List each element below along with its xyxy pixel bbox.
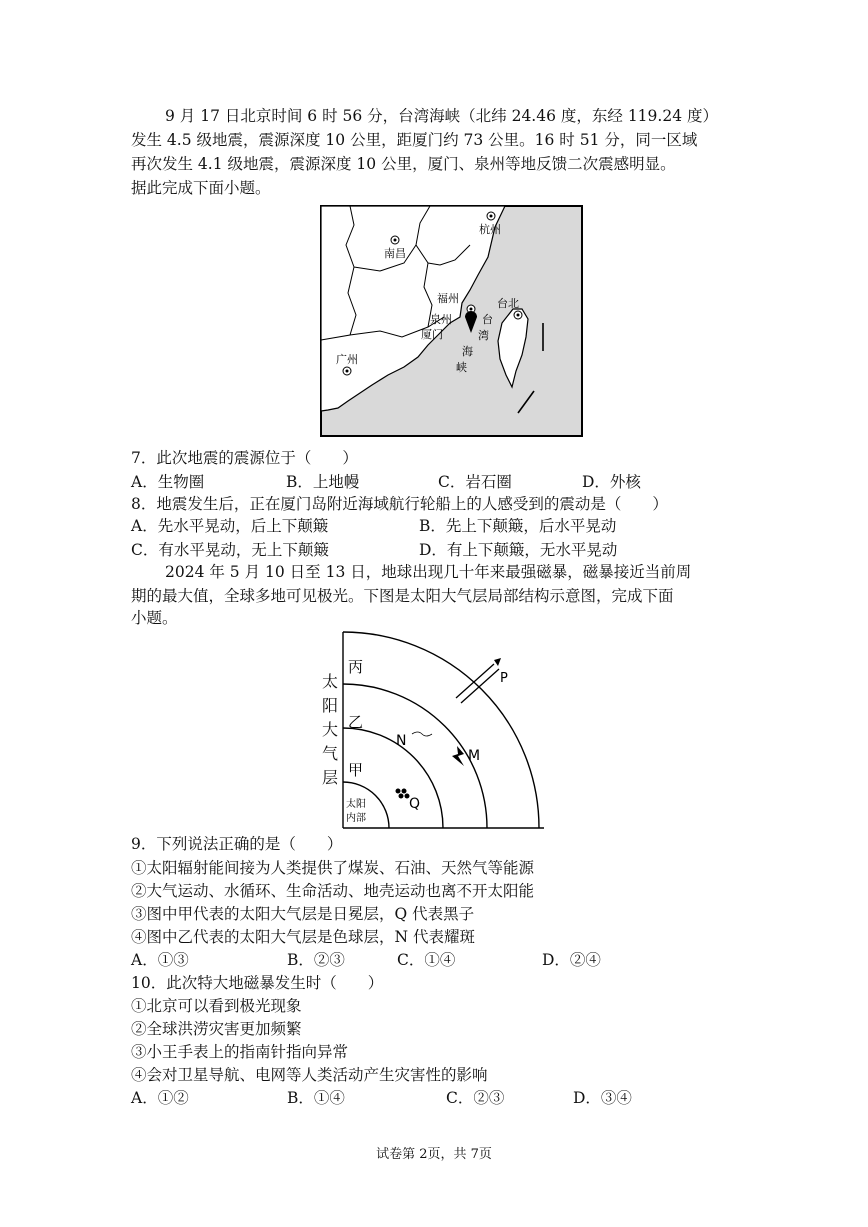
- q8-option-a[interactable]: A．先水平晃动，后上下颠簸: [131, 517, 329, 535]
- q8-stem: 8．地震发生后，正在厦门岛附近海域航行轮船上的人感受到的震动是（ ）: [131, 495, 668, 513]
- sun-diagram-side-label: [321, 670, 339, 790]
- q9-option-b[interactable]: B．②③: [287, 951, 345, 969]
- n-swirl-icon: [412, 732, 432, 736]
- marker-label-n: N: [396, 733, 407, 749]
- q10-stem: 10．此次特大地磁暴发生时（ ）: [131, 974, 384, 992]
- q7-stem: 7．此次地震的震源位于（ ）: [131, 449, 358, 467]
- passage1-line-1: 9 月 17 日北京时间 6 时 56 分，台湾海峡（北纬 24.46 度，东经 119.24 度）: [165, 107, 718, 125]
- q7-option-a[interactable]: A．生物圈: [131, 473, 205, 491]
- marker-label-p: P: [500, 671, 508, 686]
- side-label-char-3: 大: [321, 720, 338, 739]
- q9-option-c[interactable]: C．①④: [397, 951, 456, 969]
- q8-option-b[interactable]: B．先上下颠簸，后水平晃动: [419, 517, 617, 535]
- q7-option-c[interactable]: C．岩石圈: [438, 473, 512, 491]
- city-dot-guangzhou: [343, 367, 351, 375]
- q10-option-c[interactable]: C．②③: [446, 1089, 505, 1107]
- q7-option-b[interactable]: B．上地幔: [286, 473, 360, 491]
- passage1-line-3: 再次发生 4.1 级地震，震源深度 10 公里，厦门、泉州等地反馈二次震感明显。: [131, 155, 676, 173]
- q9-option-a[interactable]: A．①③: [131, 951, 189, 969]
- q7-option-d[interactable]: D．外核: [582, 473, 641, 491]
- layer-label-jia: 甲: [348, 761, 364, 779]
- sun-atmosphere-diagram: [318, 630, 550, 830]
- layer-boundary-bing: [343, 632, 539, 828]
- side-label-char-2: 阳: [321, 696, 338, 715]
- map-label-strait-4: 峡: [456, 361, 467, 374]
- map-label-taibei: 台北: [497, 297, 519, 310]
- p-arrow-icon: [456, 658, 501, 703]
- marker-label-q: Q: [409, 796, 421, 812]
- layer-label-inner-1: 太阳: [346, 799, 366, 810]
- q10-option-a[interactable]: A．①②: [131, 1089, 189, 1107]
- q8-option-c[interactable]: C．有水平晃动，无上下颠簸: [131, 541, 329, 559]
- map-label-strait-1: 台: [482, 313, 493, 326]
- map-label-xiamen: 厦门: [421, 328, 443, 341]
- map-label-guangzhou: 广州: [336, 353, 358, 366]
- passage2-line-1: 2024 年 5 月 10 日至 13 日，地球出现几十年来最强磁暴，磁暴接近当前周: [165, 563, 692, 581]
- q10-option-d[interactable]: D．③④: [573, 1089, 632, 1107]
- q10-statement-2: ②全球洪涝灾害更加频繁: [131, 1020, 302, 1038]
- map-label-quanzhou: 泉州: [430, 313, 452, 326]
- passage1-line-4: 据此完成下面小题。: [131, 179, 271, 197]
- city-dot-taibei: [514, 311, 522, 319]
- sunspot-dots-icon: [396, 789, 410, 799]
- side-label-char-5: 层: [321, 768, 338, 787]
- city-dot-nanchang: [391, 236, 399, 244]
- passage2-line-2: 期的最大值，全球多地可见极光。下图是太阳大气层局部结构示意图，完成下面: [131, 587, 674, 605]
- map-label-nanchang: 南昌: [384, 247, 406, 260]
- marker-label-m: M: [468, 748, 481, 764]
- flare-lightning-icon: [452, 746, 464, 766]
- side-label-char-1: 太: [321, 672, 338, 691]
- q10-option-b[interactable]: B．①④: [287, 1089, 345, 1107]
- earthquake-map: [320, 205, 583, 437]
- q9-statement-1: ①太阳辐射能间接为人类提供了煤炭、石油、天然气等能源: [131, 859, 535, 877]
- passage1-line-2: 发生 4.5 级地震，震源深度 10 公里，距厦门约 73 公里。16 时 51 分，同一区域: [131, 131, 698, 149]
- q9-statement-4: ④图中乙代表的太阳大气层是色球层，N 代表耀斑: [131, 928, 475, 946]
- q10-statement-3: ③小王手表上的指南针指向异常: [131, 1043, 349, 1061]
- layer-label-bing: 丙: [348, 658, 364, 676]
- q9-stem: 9．下列说法正确的是（ ）: [131, 835, 343, 853]
- q9-option-d[interactable]: D．②④: [542, 951, 601, 969]
- map-label-strait-2: 湾: [478, 329, 489, 342]
- q9-statement-2: ②大气运动、水循环、生命活动、地壳运动也离不开太阳能: [131, 882, 535, 900]
- map-label-hangzhou: 杭州: [479, 223, 501, 236]
- q9-statement-3: ③图中甲代表的太阳大气层是日冕层，Q 代表黑子: [131, 905, 475, 923]
- page-footer: 试卷第 2页，共 7页: [376, 1147, 492, 1162]
- side-label-char-4: 气: [321, 744, 338, 763]
- q10-statement-1: ①北京可以看到极光现象: [131, 997, 302, 1015]
- passage2-line-3: 小题。: [131, 609, 178, 627]
- q10-statement-4: ④会对卫星导航、电网等人类活动产生灾害性的影响: [131, 1066, 488, 1084]
- map-label-strait-3: 海: [462, 345, 473, 358]
- q8-option-d[interactable]: D．有上下颠簸，无水平晃动: [419, 541, 618, 559]
- layer-label-inner-2: 内部: [346, 813, 366, 824]
- layer-label-yi: 乙: [348, 713, 364, 731]
- city-dot-hangzhou: [487, 212, 495, 220]
- map-label-fuzhou: 福州: [437, 292, 459, 305]
